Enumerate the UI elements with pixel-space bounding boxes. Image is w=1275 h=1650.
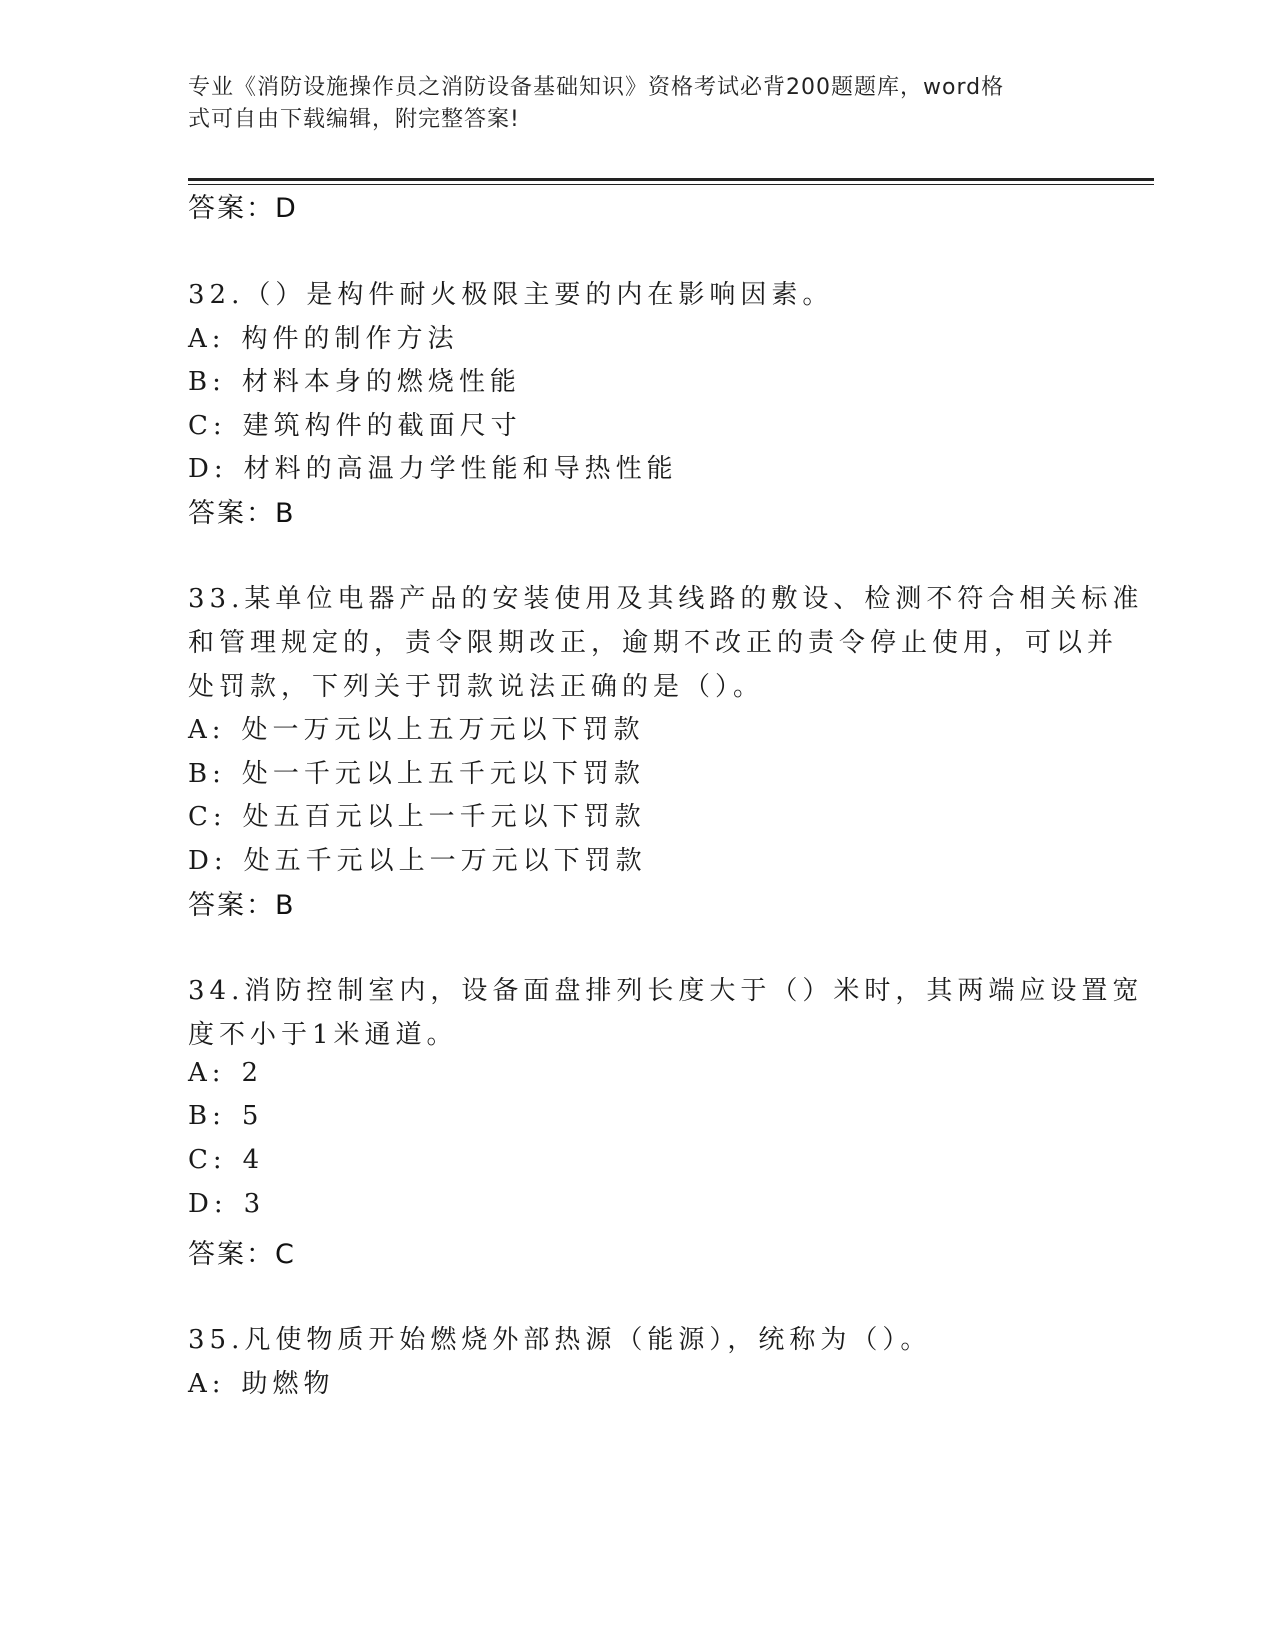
- option-a: [188, 1058, 263, 1088]
- option-label: A:: [188, 1058, 226, 1088]
- option-c: [188, 405, 522, 442]
- option-text: 5: [241, 1101, 264, 1131]
- option-label: D:: [188, 846, 228, 876]
- option-label: C:: [188, 1145, 227, 1175]
- header-line-1: 专业《消防设施操作员之消防设备基础知识》资格考试必背200题题库，word格: [188, 75, 1005, 100]
- option-text: 助燃物: [241, 1369, 335, 1399]
- option-label: B:: [188, 759, 226, 789]
- option-label: C:: [188, 411, 227, 441]
- option-text: 材料本身的燃烧性能: [241, 367, 521, 397]
- option-text: 4: [242, 1145, 265, 1175]
- option-a: [188, 1363, 335, 1400]
- option-text: 建筑构件的截面尺寸: [242, 411, 522, 441]
- header-line-2: 式可自由下载编辑，附完整答案!: [188, 107, 520, 132]
- option-b: [188, 1101, 263, 1131]
- option-b: [188, 361, 521, 398]
- header-divider-thin: [188, 184, 1154, 185]
- question-stem: 33.某单位电器产品的安装使用及其线路的敷设、检测不符合相关标准: [188, 584, 1144, 614]
- option-label: C:: [188, 802, 227, 832]
- option-text: 材料的高温力学性能和导热性能: [243, 454, 678, 484]
- option-d: [188, 840, 647, 877]
- option-text: 处五千元以上一万元以下罚款: [243, 846, 647, 876]
- option-d: [188, 448, 678, 485]
- answer: 答案：B: [188, 890, 296, 921]
- option-label: A:: [188, 1369, 226, 1399]
- question-stem: 32.（）是构件耐火极限主要的内在影响因素。: [188, 280, 834, 310]
- option-text: 构件的制作方法: [241, 324, 459, 354]
- option-label: D:: [188, 454, 228, 484]
- question-stem: 和管理规定的，责令限期改正，逾期不改正的责令停止使用，可以并: [188, 628, 1119, 658]
- option-label: B:: [188, 1101, 226, 1131]
- question-stem: 处罚款，下列关于罚款说法正确的是（）。: [188, 672, 765, 702]
- option-text: 处一千元以上五千元以下罚款: [241, 759, 645, 789]
- previous-answer: 答案：D: [188, 193, 298, 224]
- header-text: [188, 72, 1088, 136]
- question-stem: 34.消防控制室内，设备面盘排列长度大于（）米时，其两端应设置宽: [188, 976, 1144, 1006]
- option-d: [188, 1189, 265, 1219]
- option-a: [188, 709, 645, 746]
- answer: 答案：C: [188, 1239, 296, 1270]
- option-label: D:: [188, 1189, 228, 1219]
- option-c: [188, 1145, 264, 1175]
- option-b: [188, 753, 645, 790]
- option-label: A:: [188, 324, 226, 354]
- option-a: [188, 318, 459, 355]
- option-text: 处一万元以上五万元以下罚款: [241, 715, 645, 745]
- option-text: 处五百元以上一千元以下罚款: [242, 802, 646, 832]
- option-c: [188, 796, 646, 833]
- header-divider-thick: [188, 178, 1154, 181]
- question-stem: 35.凡使物质开始燃烧外部热源（能源），统称为（）。: [188, 1325, 932, 1355]
- question-stem: 度不小于1米通道。: [188, 1020, 458, 1050]
- option-label: A:: [188, 715, 226, 745]
- answer: 答案：B: [188, 498, 296, 529]
- option-text: 3: [243, 1189, 266, 1219]
- option-label: B:: [188, 367, 226, 397]
- option-text: 2: [241, 1058, 264, 1088]
